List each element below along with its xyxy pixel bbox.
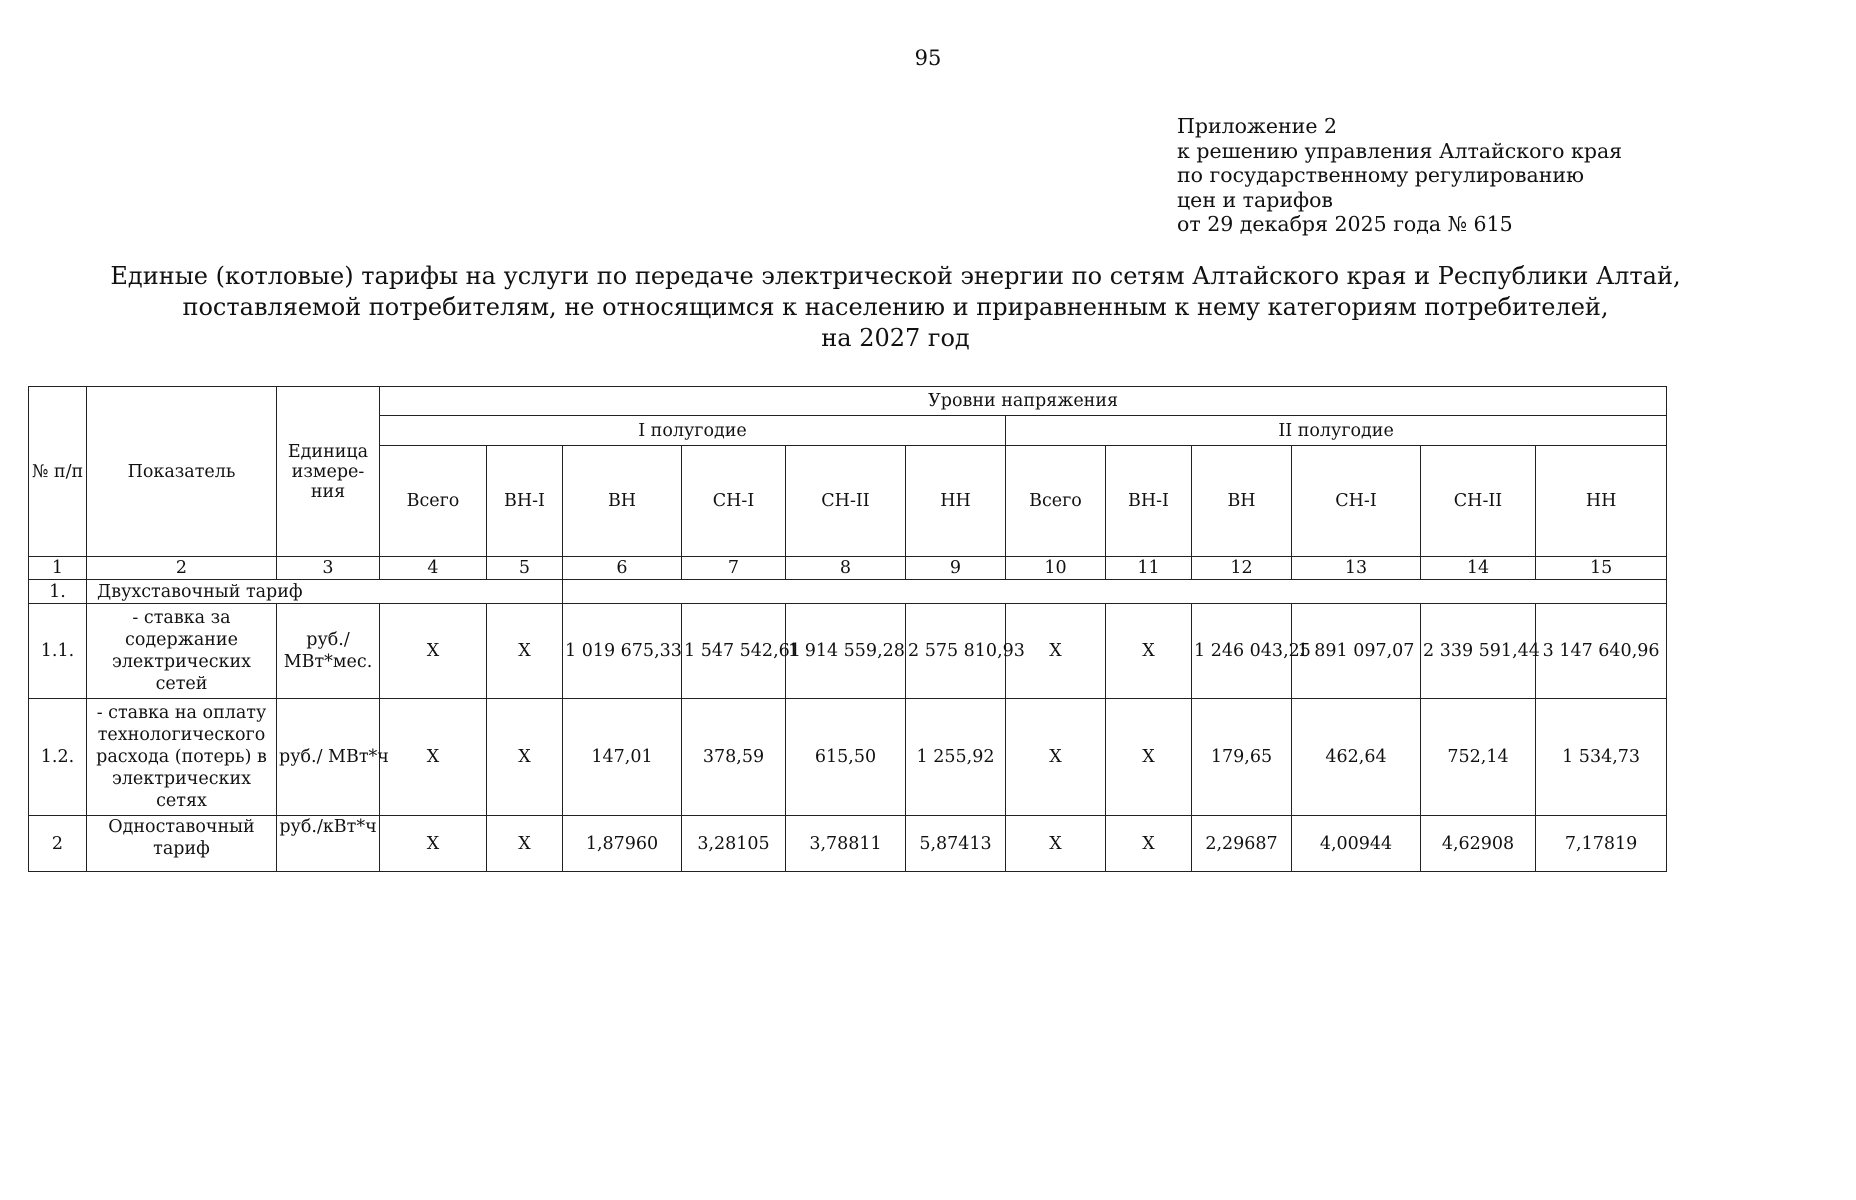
document-title-line: на 2027 год xyxy=(821,324,970,352)
header-level-vn1: ВН-I xyxy=(487,446,563,557)
header-level-nn: НН xyxy=(1536,446,1667,557)
cell-value: 1 019 675,33 xyxy=(563,604,682,699)
column-number: 1 xyxy=(29,557,87,580)
cell-value: 2 339 591,44 xyxy=(1421,604,1536,699)
row-indicator: Двухставочный тариф xyxy=(87,580,563,604)
cell-value: 1 246 043,25 xyxy=(1192,604,1292,699)
header-level-total: Всего xyxy=(1006,446,1106,557)
header-unit: Единица измере-ния xyxy=(277,387,380,557)
cell-value: Х xyxy=(380,604,487,699)
cell-value: 378,59 xyxy=(682,699,786,816)
appendix-block xyxy=(1177,114,1622,237)
header-level-vn: ВН xyxy=(563,446,682,557)
document-title-line: Единые (котловые) тарифы на услуги по передаче электрической энергии по сетям Алтайского края и Республики Алтай, xyxy=(110,262,1681,290)
cell-value: 2 575 810,93 xyxy=(906,604,1006,699)
cell-value: 462,64 xyxy=(1292,699,1421,816)
header-indicator: Показатель xyxy=(87,387,277,557)
page-number: 95 xyxy=(914,46,942,70)
column-number: 5 xyxy=(487,557,563,580)
appendix-line: цен и тарифов xyxy=(1177,187,1333,212)
row-num: 1.1. xyxy=(29,604,87,699)
cell-value: Х xyxy=(1006,816,1106,872)
cell-value: Х xyxy=(1006,604,1106,699)
row-indicator: Одноставочный тариф xyxy=(87,816,277,872)
column-number: 14 xyxy=(1421,557,1536,580)
cell-value: 752,14 xyxy=(1421,699,1536,816)
appendix-line: по государственному регулированию xyxy=(1177,163,1584,187)
column-number: 15 xyxy=(1536,557,1667,580)
row-unit: руб./ МВт*ч xyxy=(277,699,380,816)
cell-value: Х xyxy=(1106,699,1192,816)
cell-value: Х xyxy=(487,699,563,816)
column-number: 6 xyxy=(563,557,682,580)
cell-value: 1 547 542,61 xyxy=(682,604,786,699)
column-number: 3 xyxy=(277,557,380,580)
cell-value: 1 255,92 xyxy=(906,699,1006,816)
header-half-1: I полугодие xyxy=(380,416,1006,446)
cell-value: Х xyxy=(487,604,563,699)
cell-value: 1,87960 xyxy=(563,816,682,872)
column-number: 11 xyxy=(1106,557,1192,580)
row-num: 2 xyxy=(29,816,87,872)
header-half-2: II полугодие xyxy=(1006,416,1667,446)
column-number: 12 xyxy=(1192,557,1292,580)
cell-value: 615,50 xyxy=(786,699,906,816)
cell-value: 7,17819 xyxy=(1536,816,1667,872)
cell-value: Х xyxy=(1006,699,1106,816)
appendix-line: Приложение 2 xyxy=(1177,114,1338,138)
row-unit: руб./ МВт*мес. xyxy=(277,604,380,699)
cell-value: 3,78811 xyxy=(786,816,906,872)
header-voltage-levels: Уровни напряжения xyxy=(380,387,1667,416)
document-title xyxy=(0,261,1791,354)
cell-value: Х xyxy=(380,816,487,872)
cell-value: 1 891 097,07 xyxy=(1292,604,1421,699)
column-number: 2 xyxy=(87,557,277,580)
header-num: № п/п xyxy=(29,387,87,557)
header-level-sn1: СН-I xyxy=(1292,446,1421,557)
appendix-line: от 29 декабря 2025 года № 615 xyxy=(1177,212,1513,236)
header-level-total: Всего xyxy=(380,446,487,557)
cell-value: 1 914 559,28 xyxy=(786,604,906,699)
table-row xyxy=(29,816,1667,872)
column-number: 7 xyxy=(682,557,786,580)
tariffs-table xyxy=(28,386,1667,872)
header-level-sn2: СН-II xyxy=(786,446,906,557)
header-level-vn: ВН xyxy=(1192,446,1292,557)
header-level-sn1: СН-I xyxy=(682,446,786,557)
column-number: 4 xyxy=(380,557,487,580)
table-row xyxy=(29,699,1667,816)
header-level-vn1: ВН-I xyxy=(1106,446,1192,557)
appendix-line: к решению управления Алтайского края xyxy=(1177,138,1623,163)
column-number: 9 xyxy=(906,557,1006,580)
cell-value: 3,28105 xyxy=(682,816,786,872)
cell-value: 2,29687 xyxy=(1192,816,1292,872)
cell-value: Х xyxy=(380,699,487,816)
cell-value: 3 147 640,96 xyxy=(1536,604,1667,699)
cell-value: 5,87413 xyxy=(906,816,1006,872)
row-num: 1. xyxy=(29,580,87,604)
cell-value: 179,65 xyxy=(1192,699,1292,816)
column-number: 8 xyxy=(786,557,906,580)
column-number: 13 xyxy=(1292,557,1421,580)
cell-value: 4,62908 xyxy=(1421,816,1536,872)
cell-value: Х xyxy=(1106,816,1192,872)
row-unit: руб./кВт*ч xyxy=(277,816,380,872)
header-level-nn: НН xyxy=(906,446,1006,557)
row-num: 1.2. xyxy=(29,699,87,816)
row-indicator: - ставка на оплату технологического расхода (потерь) в электрических сетях xyxy=(87,699,277,816)
table-row xyxy=(29,604,1667,699)
column-number: 10 xyxy=(1006,557,1106,580)
cell-value: 4,00944 xyxy=(1292,816,1421,872)
cell-value: 1 534,73 xyxy=(1536,699,1667,816)
cell-value: Х xyxy=(1106,604,1192,699)
document-title-line: поставляемой потребителям, не относящимся к населению и приравненным к нему категориям потребителей, xyxy=(182,293,1609,321)
cell-value: 147,01 xyxy=(563,699,682,816)
cell-value: Х xyxy=(487,816,563,872)
row-indicator: - ставка за содержание электрических сетей xyxy=(87,604,277,699)
header-level-sn2: СН-II xyxy=(1421,446,1536,557)
section-empty-cell xyxy=(563,580,1667,604)
table-row-section-1 xyxy=(29,580,1667,604)
